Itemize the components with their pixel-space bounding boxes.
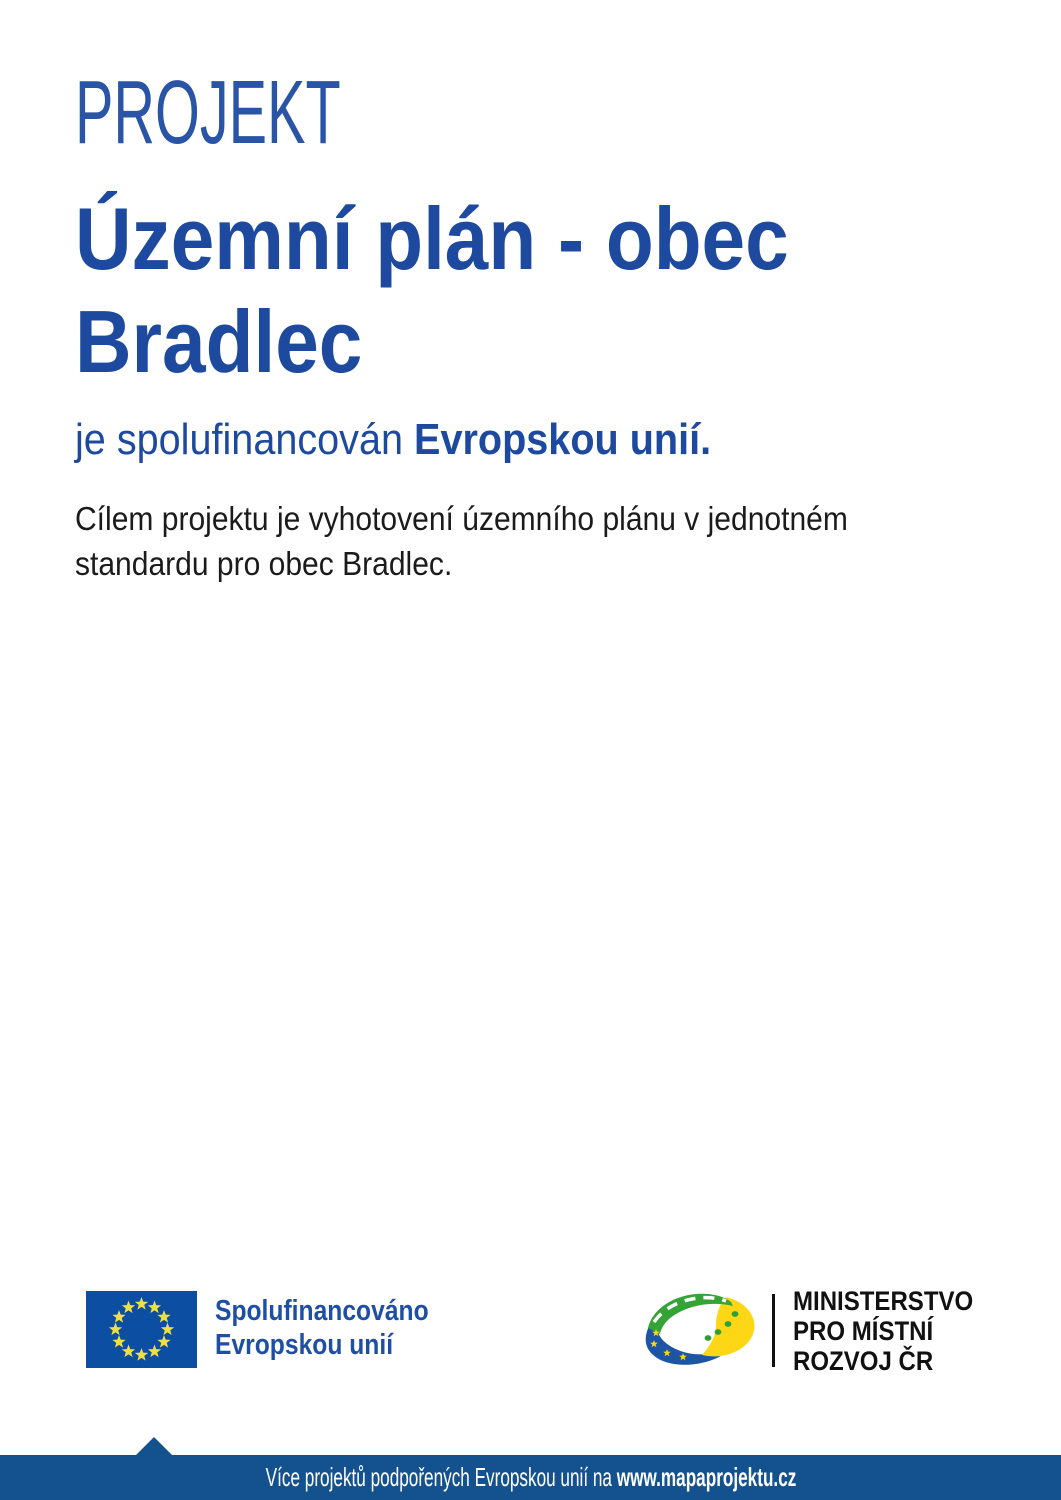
- mmr-logo-divider: [772, 1294, 775, 1367]
- mmr-label-line3: ROZVOJ ČR: [793, 1346, 934, 1376]
- project-title: [75, 187, 877, 393]
- eu-cofinancing-label: [215, 1294, 466, 1362]
- mmr-swoosh-icon: [636, 1288, 760, 1372]
- mmr-label-line1: MINISTERSTVO: [793, 1286, 974, 1316]
- project-description: [75, 496, 924, 586]
- eu-label-line1: Spolufinancováno: [215, 1295, 429, 1327]
- project-title-line1: Územní plán - obec: [75, 189, 789, 288]
- project-title-line2: Bradlec: [75, 292, 363, 391]
- kicker-heading: [75, 63, 490, 163]
- description-line2: standardu pro obec Bradlec.: [75, 545, 453, 582]
- footer-bar: [0, 1455, 1061, 1500]
- mmr-label-line2: PRO MÍSTNÍ: [793, 1316, 934, 1346]
- footer-triangle: [136, 1437, 172, 1455]
- subtitle-regular: je spolufinancován: [75, 415, 415, 464]
- cofinancing-subtitle: [75, 414, 782, 467]
- footer-text-prefix: Více projektů podpořených Evropskou unií na: [265, 1462, 617, 1492]
- kicker-text: PROJEKT: [75, 63, 341, 163]
- eu-label-line2: Evropskou unií: [215, 1329, 394, 1361]
- footer-text: [265, 1455, 796, 1500]
- eu-flag-icon: [86, 1291, 197, 1368]
- description-line1: Cílem projektu je vyhotovení územního plánu v jednotném: [75, 500, 848, 537]
- mmr-label: [793, 1286, 996, 1376]
- subtitle-bold: Evropskou unií.: [414, 415, 712, 464]
- footer-url: www.mapaprojektu.cz: [616, 1462, 796, 1492]
